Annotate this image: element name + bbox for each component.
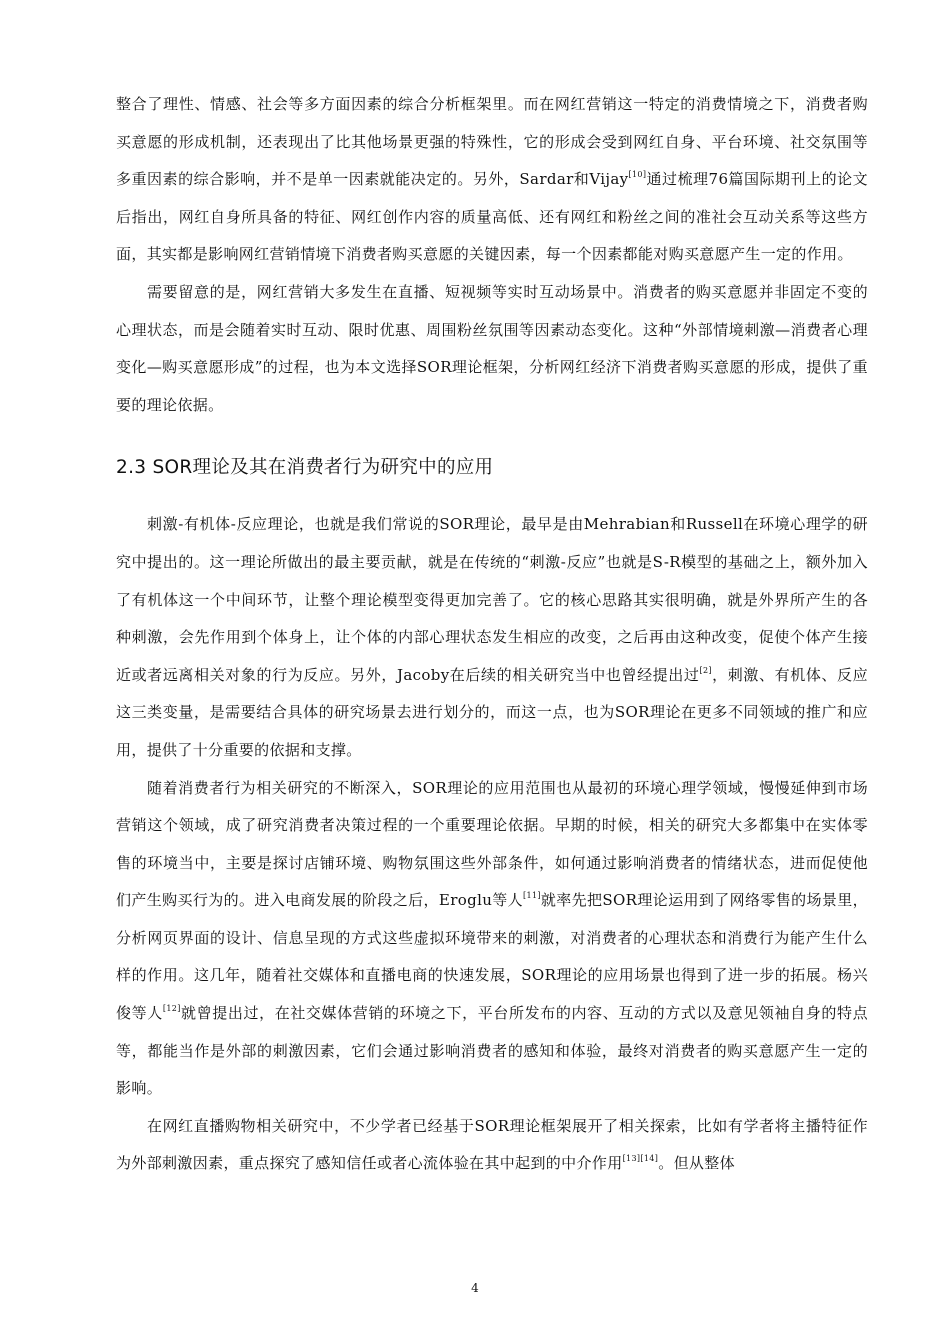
- paragraph-text: 就率先把SOR理论运用到了网络零售的场景里，分析网页界面的设计、信息呈现的方式这些虚拟环境带来的刺激，对消费者的心理状态和消费行为能产生什么样的作用。这几年，随着社交媒体和直播电商的快速发展，SOR理论的应用场景也得到了进一步的拓展。杨兴俊等人: [116, 891, 868, 1023]
- paragraph-text: 整合了理性、情感、社会等多方面因素的综合分析框架里。而在网红营销这一特定的消费情境之下，消费者购买意愿的形成机制，还表现出了比其他场景更强的特殊性，它的形成会受到网红自身、平台环境、社交氛围等多重因素的综合影响，并不是单一因素就能决定的。另外，Sardar和Vijay: [116, 95, 868, 189]
- paragraph: 需要留意的是，网红营销大多发生在直播、短视频等实时互动场景中。消费者的购买意愿并非固定不变的心理状态，而是会随着实时互动、限时优惠、周围粉丝氛围等因素动态变化。这种“外部情境刺激—消费者心理变化—购买意愿形成”的过程，也为本文选择SOR理论框架，分析网红经济下消费者购买意愿的形成，提供了重要的理论依据。: [116, 282, 868, 414]
- document-body: [116, 86, 868, 1183]
- paragraph-text: 就曾提出过，在社交媒体营销的环境之下，平台所发布的内容、互动的方式以及意见领袖自身的特点等，都能当作是外部的刺激因素，它们会通过影响消费者的感知和体验，最终对消费者的购买意愿产生一定的影响。: [116, 1004, 868, 1098]
- paragraph: [116, 770, 868, 1108]
- paragraph-text: 在网红直播购物相关研究中，不少学者已经基于SOR理论框架展开了相关探索，比如有学者将主播特征作为外部刺激因素，重点探究了感知信任或者心流体验在其中起到的中介作用: [116, 1116, 868, 1173]
- paragraph-text: 。但从整体: [658, 1154, 735, 1173]
- section-heading: 2.3 SOR理论及其在消费者行为研究中的应用: [116, 457, 494, 479]
- paragraph-text: ，刺激、有机体、反应这三类变量，是需要结合具体的研究场景去进行划分的，而这一点，也为SOR理论在更多不同领域的推广和应用，提供了十分重要的依据和支撑。: [116, 665, 868, 759]
- paragraph-text: 随着消费者行为相关研究的不断深入，SOR理论的应用范围也从最初的环境心理学领域，慢慢延伸到市场营销这个领域，成了研究消费者决策过程的一个重要理论依据。早期的时候，相关的研究大多都集中在实体零售的环境当中，主要是探讨店铺环境、购物氛围这些外部条件，如何通过影响消费者的情绪状态，进而促使他们产生购买行为的。进入电商发展的阶段之后，Eroglu等人: [116, 778, 868, 910]
- paragraph: [116, 1108, 868, 1183]
- citation: [13][14]: [622, 1154, 659, 1164]
- paragraph-text: 通过梳理76篇国际期刊上的论文后指出，网红自身所具备的特征、网红创作内容的质量高低、还有网红和粉丝之间的准社会互动关系等这些方面，其实都是影响网红营销情境下消费者购买意愿的关键因素，每一个因素都能对购买意愿产生一定的作用。: [116, 170, 868, 264]
- paragraph-text: 刺激-有机体-反应理论，也就是我们常说的SOR理论，最早是由Mehrabian和Russell在环境心理学的研究中提出的。这一理论所做出的最主要贡献，就是在传统的“刺激-反应”也就是S-R模型的基础之上，额外加入了有机体这一个中间环节，让整个理论模型变得更加完善了。它的核心思路其实很明确，就是外界所产生的各种刺激，会先作用到个体身上，让个体的内部心理状态发生相应的改变，之后再由这种改变，促使个体产生接近或者远离相关对象的行为反应。另外，Jacoby在后续的相关研究当中也曾经提出过: [116, 515, 868, 684]
- citation: [10]: [628, 170, 647, 180]
- paragraph-continued: [116, 86, 868, 274]
- paragraph: [116, 506, 868, 769]
- page-number: 4: [471, 1281, 479, 1295]
- citation: [12]: [162, 1004, 181, 1014]
- citation: [11]: [523, 891, 541, 901]
- citation: [2]: [699, 665, 712, 675]
